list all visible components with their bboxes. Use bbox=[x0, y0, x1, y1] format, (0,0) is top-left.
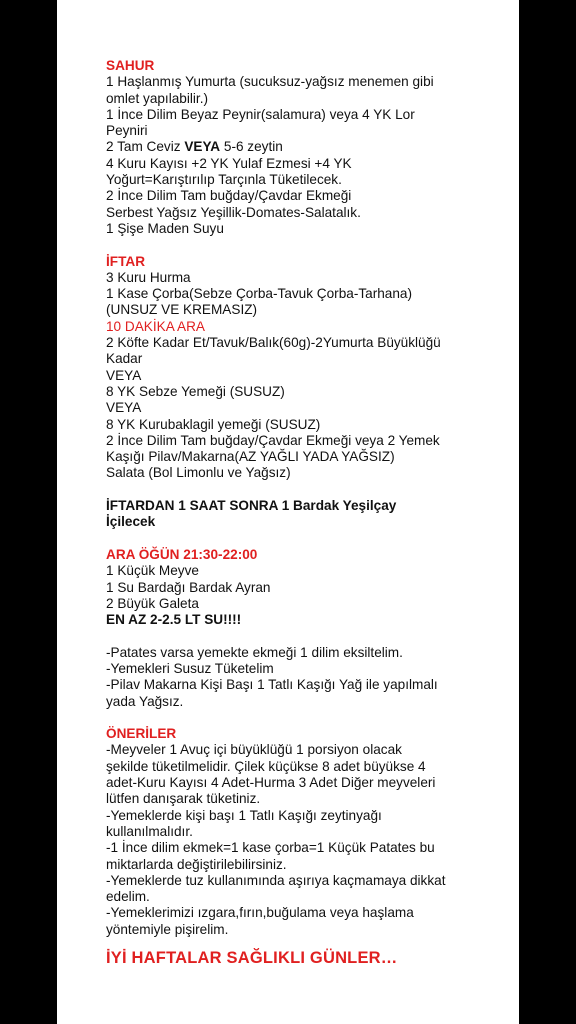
iftar-line: (UNSUZ VE KREMASIZ) bbox=[106, 302, 258, 318]
ceviz-text: 2 Tam Ceviz bbox=[106, 139, 185, 155]
oneriler-line: -1 İnce dilim ekmek=1 kase çorba=1 Küçük Patates bu bbox=[106, 840, 435, 856]
ara-ogun-line: 1 Küçük Meyve bbox=[106, 563, 199, 579]
sahur-line: Yoğurt=Karıştırılıp Tarçınla Tüketilecek. bbox=[106, 172, 342, 188]
sahur-line: 4 Kuru Kayısı +2 YK Yulaf Ezmesi +4 YK bbox=[106, 155, 352, 171]
oneriler-line: miktarlarda değiştirilebilirsiniz. bbox=[106, 856, 287, 872]
note-line: -Patates varsa yemekte ekmeği 1 dilim eksiltelim. bbox=[106, 644, 403, 660]
diet-plan-text bbox=[106, 58, 519, 966]
oneriler-line: şekilde tüketilmelidir. Çilek küçükse 8 adet büyükse 4 bbox=[106, 758, 426, 774]
sahur-line: Peyniri bbox=[106, 123, 148, 139]
sahur-line: Serbest Yağsız Yeşillik-Domates-Salatalık. bbox=[106, 204, 361, 220]
iftar-line: 3 Kuru Hurma bbox=[106, 269, 191, 285]
oneriler-section bbox=[106, 726, 519, 938]
sahur-line: 1 Haşlanmış Yumurta (sucuksuz-yağsız menemen gibi bbox=[106, 74, 434, 90]
veya-bold: VEYA bbox=[184, 139, 221, 155]
iftar-line: 1 Kase Çorba(Sebze Çorba-Tavuk Çorba-Tarhana) bbox=[106, 286, 413, 302]
iftar-line: 2 İnce Dilim Tam buğday/Çavdar Ekmeği veya 2 Yemek bbox=[106, 432, 440, 448]
sahur-section bbox=[106, 58, 519, 237]
iftar-line: VEYA bbox=[106, 367, 142, 383]
iftar-line: Kaşığı Pilav/Makarna(AZ YAĞLI YADA YAĞSIZ) bbox=[106, 449, 395, 465]
notes-section bbox=[106, 645, 519, 710]
sahur-line: 1 Şişe Maden Suyu bbox=[106, 220, 224, 236]
oneriler-line: yöntemiyle pişirelim. bbox=[106, 921, 229, 937]
iftar-heading: İFTAR bbox=[106, 253, 146, 269]
iftar-ara-note: 10 DAKİKA ARA bbox=[106, 318, 205, 334]
oneriler-line: -Yemeklerde tuz kullanımında aşırıya kaçmamaya dikkat bbox=[106, 872, 446, 888]
closing-message: İYİ HAFTALAR SAĞLIKLI GÜNLER… bbox=[106, 949, 398, 968]
yesilcay-line: İFTARDAN 1 SAAT SONRA 1 Bardak Yeşilçay bbox=[106, 498, 397, 514]
iftar-line: Salata (Bol Limonlu ve Yağsız) bbox=[106, 465, 291, 481]
oneriler-line: kullanılmalıdır. bbox=[106, 823, 193, 839]
oneriler-line: edelim. bbox=[106, 889, 150, 905]
sahur-line: 2 İnce Dilim Tam buğday/Çavdar Ekmeği bbox=[106, 188, 352, 204]
iftar-line: Kadar bbox=[106, 351, 143, 367]
iftar-section bbox=[106, 254, 519, 482]
iftar-line: 2 Köfte Kadar Et/Tavuk/Balık(60g)-2Yumurta Büyüklüğü bbox=[106, 335, 441, 351]
note-line: yada Yağsız. bbox=[106, 693, 184, 709]
oneriler-line: -Yemeklerimizi ızgara,fırın,buğulama veya haşlama bbox=[106, 905, 414, 921]
sahur-line: 1 İnce Dilim Beyaz Peynir(salamura) veya 4 YK Lor bbox=[106, 106, 415, 122]
oneriler-line: -Meyveler 1 Avuç içi büyüklüğü 1 porsiyon olacak bbox=[106, 742, 402, 758]
note-line: -Pilav Makarna Kişi Başı 1 Tatlı Kaşığı Yağ ile yapılmalı bbox=[106, 677, 438, 693]
note-line: -Yemekleri Susuz Tüketelim bbox=[106, 660, 274, 676]
iftar-line: 8 YK Sebze Yemeği (SUSUZ) bbox=[106, 383, 285, 399]
oneriler-heading: ÖNERİLER bbox=[106, 726, 177, 742]
water-note: EN AZ 2-2.5 LT SU!!!! bbox=[106, 612, 242, 628]
iftar-line: VEYA bbox=[106, 400, 142, 416]
document-page bbox=[57, 0, 519, 1024]
iftar-line: 8 YK Kurubaklagil yemeği (SUSUZ) bbox=[106, 416, 321, 432]
ara-ogun-line: 2 Büyük Galeta bbox=[106, 595, 199, 611]
sahur-line: omlet yapılabilir.) bbox=[106, 90, 208, 106]
sahur-heading: SAHUR bbox=[106, 58, 155, 73]
oneriler-line: lütfen danışarak tüketiniz. bbox=[106, 791, 261, 807]
ara-ogun-heading: ARA ÖĞÜN 21:30-22:00 bbox=[106, 546, 258, 562]
yesilcay-line: İçilecek bbox=[106, 514, 156, 530]
sahur-ceviz-line bbox=[106, 139, 519, 155]
zeytin-text: 5-6 zeytin bbox=[220, 139, 283, 155]
oneriler-line: adet-Kuru Kayısı 4 Adet-Hurma 3 Adet Diğer meyveleri bbox=[106, 775, 436, 791]
ara-ogun-line: 1 Su Bardağı Bardak Ayran bbox=[106, 579, 271, 595]
ara-ogun-section bbox=[106, 547, 519, 628]
yesilcay-note bbox=[106, 498, 519, 531]
oneriler-line: -Yemeklerde kişi başı 1 Tatlı Kaşığı zeytinyağı bbox=[106, 807, 382, 823]
